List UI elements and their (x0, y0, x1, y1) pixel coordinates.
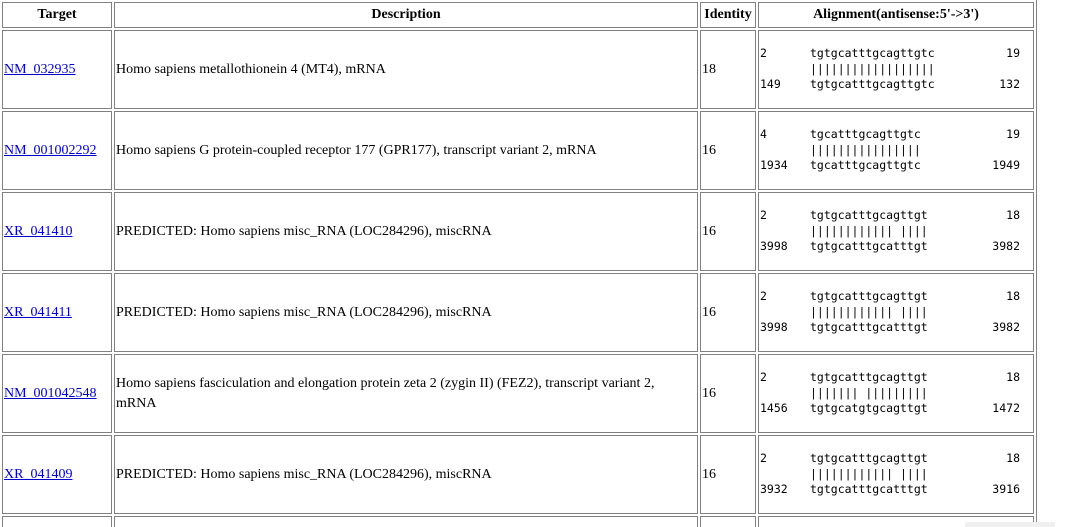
query-end: 18 (1006, 451, 1020, 466)
table-row (2, 354, 1034, 433)
query-line (760, 208, 1032, 224)
empty-cell (2, 516, 112, 527)
subject-end: 3982 (992, 239, 1020, 254)
alignment-cell (758, 111, 1034, 190)
alignment-cell (758, 435, 1034, 514)
description-cell: PREDICTED: Homo sapiens misc_RNA (LOC284296), miscRNA (114, 192, 698, 271)
table-row (2, 273, 1034, 352)
match-bars: |||||||||||||||| (810, 142, 921, 157)
match-bars: |||||||||||| |||| (810, 466, 928, 481)
query-end: 18 (1006, 208, 1020, 223)
match-bars: |||||||||||| |||| (810, 304, 928, 319)
identity-cell: 16 (700, 435, 756, 514)
subject-start: 149 (760, 77, 781, 92)
horizontal-scrollbar[interactable] (965, 522, 1055, 527)
match-bars: |||||||||||| |||| (810, 223, 928, 238)
subject-start: 1456 (760, 401, 788, 416)
query-start: 2 (760, 46, 767, 61)
query-start: 2 (760, 208, 767, 223)
alignment-cell (758, 273, 1034, 352)
query-end: 19 (1006, 46, 1020, 61)
target-cell (2, 435, 112, 514)
alignment-cell (758, 192, 1034, 271)
subject-seq: tgtgcatttgcatttgt (810, 482, 928, 497)
subject-start: 3998 (760, 320, 788, 335)
alignment-cell (758, 354, 1034, 433)
table-row-partial (2, 516, 1034, 527)
alignment-cell (758, 30, 1034, 109)
subject-seq: tgtgcatttgcagttgtc (810, 77, 935, 92)
match-bars: ||||||| ||||||||| (810, 385, 928, 400)
target-cell (2, 354, 112, 433)
target-link[interactable]: XR_041410 (4, 223, 73, 239)
subject-line (760, 320, 1032, 336)
table-row (2, 30, 1034, 109)
table-row (2, 192, 1034, 271)
target-link[interactable]: XR_041411 (4, 304, 72, 320)
target-cell (2, 273, 112, 352)
query-line (760, 451, 1032, 467)
identity-cell: 16 (700, 192, 756, 271)
subject-seq: tgtgcatttgcatttgt (810, 239, 928, 254)
empty-cell (700, 516, 756, 527)
query-start: 2 (760, 370, 767, 385)
header-row (2, 2, 1034, 28)
subject-seq: tgcatttgcagttgtc (810, 158, 921, 173)
subject-line (760, 158, 1032, 174)
header-target: Target (2, 2, 112, 28)
query-start: 4 (760, 127, 767, 142)
query-end: 19 (1006, 127, 1020, 142)
query-seq: tgtgcatttgcagttgt (810, 289, 928, 304)
results-body (2, 30, 1034, 527)
query-line (760, 127, 1032, 143)
identity-cell: 18 (700, 30, 756, 109)
query-start: 2 (760, 451, 767, 466)
subject-start: 3998 (760, 239, 788, 254)
target-cell (2, 30, 112, 109)
target-cell (2, 111, 112, 190)
target-link[interactable]: NM_001042548 (4, 385, 97, 401)
subject-end: 3916 (992, 482, 1020, 497)
subject-line (760, 401, 1032, 417)
target-cell (2, 192, 112, 271)
query-seq: tgtgcatttgcagttgt (810, 370, 928, 385)
match-line (760, 386, 1032, 402)
query-line (760, 370, 1032, 386)
query-end: 18 (1006, 370, 1020, 385)
identity-cell: 16 (700, 273, 756, 352)
table-row (2, 111, 1034, 190)
identity-cell: 16 (700, 111, 756, 190)
query-line (760, 46, 1032, 62)
subject-line (760, 77, 1032, 93)
subject-end: 3982 (992, 320, 1020, 335)
match-line (760, 143, 1032, 159)
target-link[interactable]: NM_001002292 (4, 142, 97, 158)
description-cell: Homo sapiens metallothionein 4 (MT4), mRNA (114, 30, 698, 109)
match-line (760, 467, 1032, 483)
subject-seq: tgtgcatttgcatttgt (810, 320, 928, 335)
target-link[interactable]: NM_032935 (4, 61, 76, 77)
identity-cell: 16 (700, 354, 756, 433)
match-bars: |||||||||||||||||| (810, 61, 935, 76)
subject-line (760, 482, 1032, 498)
subject-start: 3932 (760, 482, 788, 497)
query-line (760, 289, 1032, 305)
subject-start: 1934 (760, 158, 788, 173)
table-row (2, 435, 1034, 514)
match-line (760, 305, 1032, 321)
empty-cell (114, 516, 698, 527)
subject-end: 1472 (992, 401, 1020, 416)
query-seq: tgtgcatttgcagttgtc (810, 46, 935, 61)
query-seq: tgtgcatttgcagttgt (810, 451, 928, 466)
subject-line (760, 239, 1032, 255)
query-seq: tgcatttgcagttgtc (810, 127, 921, 142)
header-description: Description (114, 2, 698, 28)
description-cell: PREDICTED: Homo sapiens misc_RNA (LOC284296), miscRNA (114, 435, 698, 514)
target-link[interactable]: XR_041409 (4, 466, 73, 482)
query-end: 18 (1006, 289, 1020, 304)
query-seq: tgtgcatttgcagttgt (810, 208, 928, 223)
subject-end: 1949 (992, 158, 1020, 173)
header-identity: Identity (700, 2, 756, 28)
query-start: 2 (760, 289, 767, 304)
description-cell: PREDICTED: Homo sapiens misc_RNA (LOC284296), miscRNA (114, 273, 698, 352)
subject-end: 132 (999, 77, 1020, 92)
header-alignment: Alignment(antisense:5'->3') (758, 2, 1034, 28)
description-cell: Homo sapiens fasciculation and elongation protein zeta 2 (zygin II) (FEZ2), transcript variant 2, mRNA (114, 354, 698, 433)
subject-seq: tgtgcatgtgcagttgt (810, 401, 928, 416)
description-cell: Homo sapiens G protein-coupled receptor 177 (GPR177), transcript variant 2, mRNA (114, 111, 698, 190)
match-line (760, 62, 1032, 78)
match-line (760, 224, 1032, 240)
